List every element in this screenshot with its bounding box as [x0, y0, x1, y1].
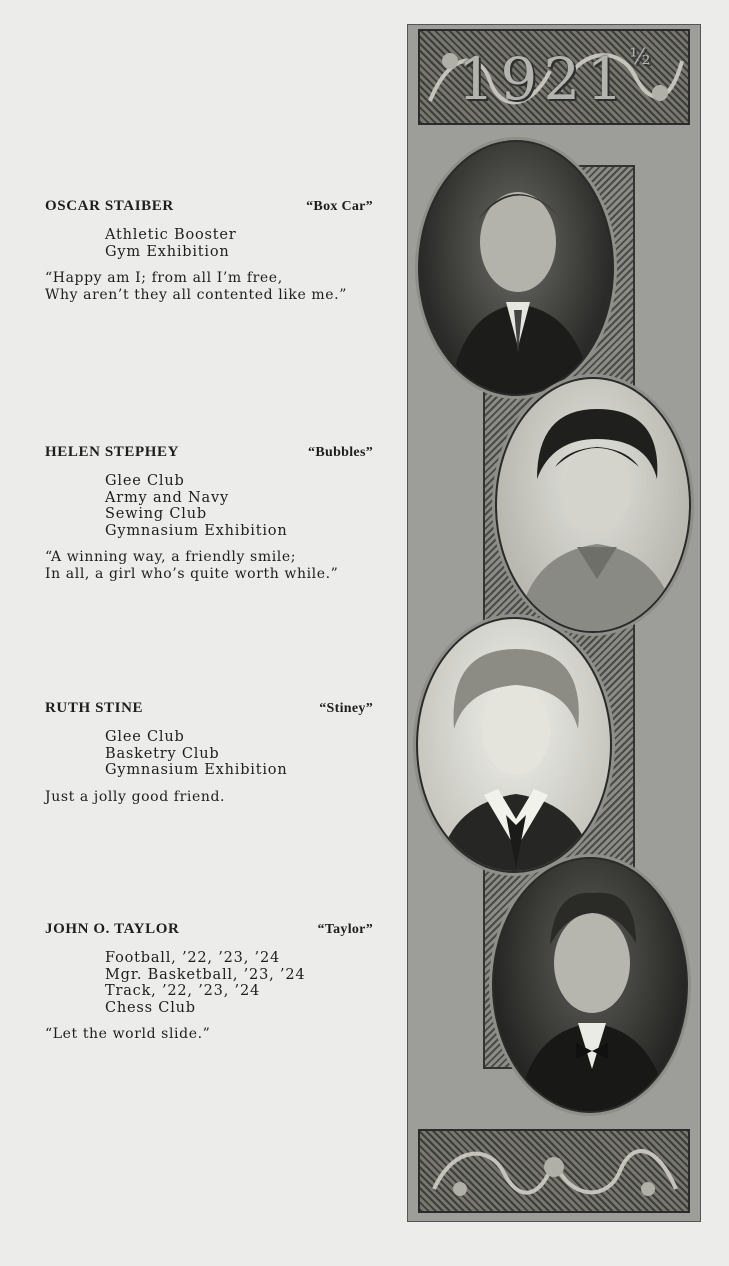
- year-title: [420, 45, 688, 113]
- activity-item: Gymnasium Exhibition: [105, 762, 288, 778]
- student-quote: [45, 549, 373, 583]
- quote-line: “Happy am I; from all I’m free,: [45, 270, 283, 286]
- activity-item: Gymnasium Exhibition: [105, 522, 288, 539]
- student-name: JOHN O. TAYLOR: [45, 921, 180, 937]
- portrait-silhouette-icon: [418, 619, 610, 871]
- activity-item: Sewing Club: [105, 506, 207, 522]
- quote-line: Why aren’t they all contented like me.”: [45, 287, 347, 303]
- year-number: 1921: [457, 45, 630, 113]
- activity-list: [105, 227, 373, 260]
- portrait-ruth-stine: [416, 617, 612, 873]
- activity-list: [105, 473, 373, 539]
- activity-item: Army and Navy: [105, 489, 229, 506]
- activity-item: Track, ’22, ’23, ’24: [105, 983, 260, 999]
- activity-item: Athletic Booster: [105, 227, 237, 243]
- entry-oscar-staiber: [45, 198, 373, 304]
- student-quote: [45, 1026, 373, 1043]
- student-quote: [45, 789, 373, 806]
- portrait-panel: [407, 24, 701, 1222]
- portrait-silhouette-icon: [497, 379, 689, 631]
- portrait-oscar-staiber: [418, 140, 614, 396]
- student-nickname: “Stiney”: [319, 701, 373, 716]
- activity-item: Mgr. Basketball, ’23, ’24: [105, 966, 306, 983]
- student-nickname: “Taylor”: [317, 922, 373, 937]
- scroll-ornament-icon: [420, 1131, 688, 1211]
- activity-item: Gym Exhibition: [105, 243, 230, 260]
- student-nickname: “Box Car”: [306, 199, 373, 214]
- activity-item: Glee Club: [105, 473, 185, 489]
- activity-item: Basketry Club: [105, 745, 220, 762]
- bottom-ornament-banner: [418, 1129, 690, 1213]
- year-banner: [418, 29, 690, 125]
- student-name: OSCAR STAIBER: [45, 198, 174, 214]
- quote-line: “A winning way, a friendly smile;: [45, 549, 297, 565]
- student-name: HELEN STEPHEY: [45, 444, 180, 460]
- entry-ruth-stine: [45, 700, 373, 806]
- portrait-silhouette-icon: [494, 859, 686, 1111]
- activity-item: Chess Club: [105, 999, 196, 1016]
- activity-list: [105, 729, 373, 779]
- quote-line: “Let the world slide.”: [45, 1026, 211, 1042]
- year-fraction: ½: [629, 45, 651, 70]
- portrait-helen-stephey: [495, 377, 691, 633]
- activity-item: Football, ’22, ’23, ’24: [105, 950, 280, 966]
- quote-line: Just a jolly good friend.: [45, 788, 226, 805]
- entry-helen-stephey: [45, 444, 373, 583]
- entry-john-o-taylor: [45, 921, 373, 1043]
- portrait-silhouette-icon: [420, 142, 612, 394]
- student-nickname: “Bubbles”: [308, 445, 373, 460]
- student-name: RUTH STINE: [45, 700, 144, 716]
- student-quote: [45, 270, 373, 304]
- quote-line: In all, a girl who’s quite worth while.”: [45, 566, 339, 582]
- portrait-john-o-taylor: [492, 857, 688, 1113]
- activity-list: [105, 950, 373, 1016]
- activity-item: Glee Club: [105, 729, 185, 745]
